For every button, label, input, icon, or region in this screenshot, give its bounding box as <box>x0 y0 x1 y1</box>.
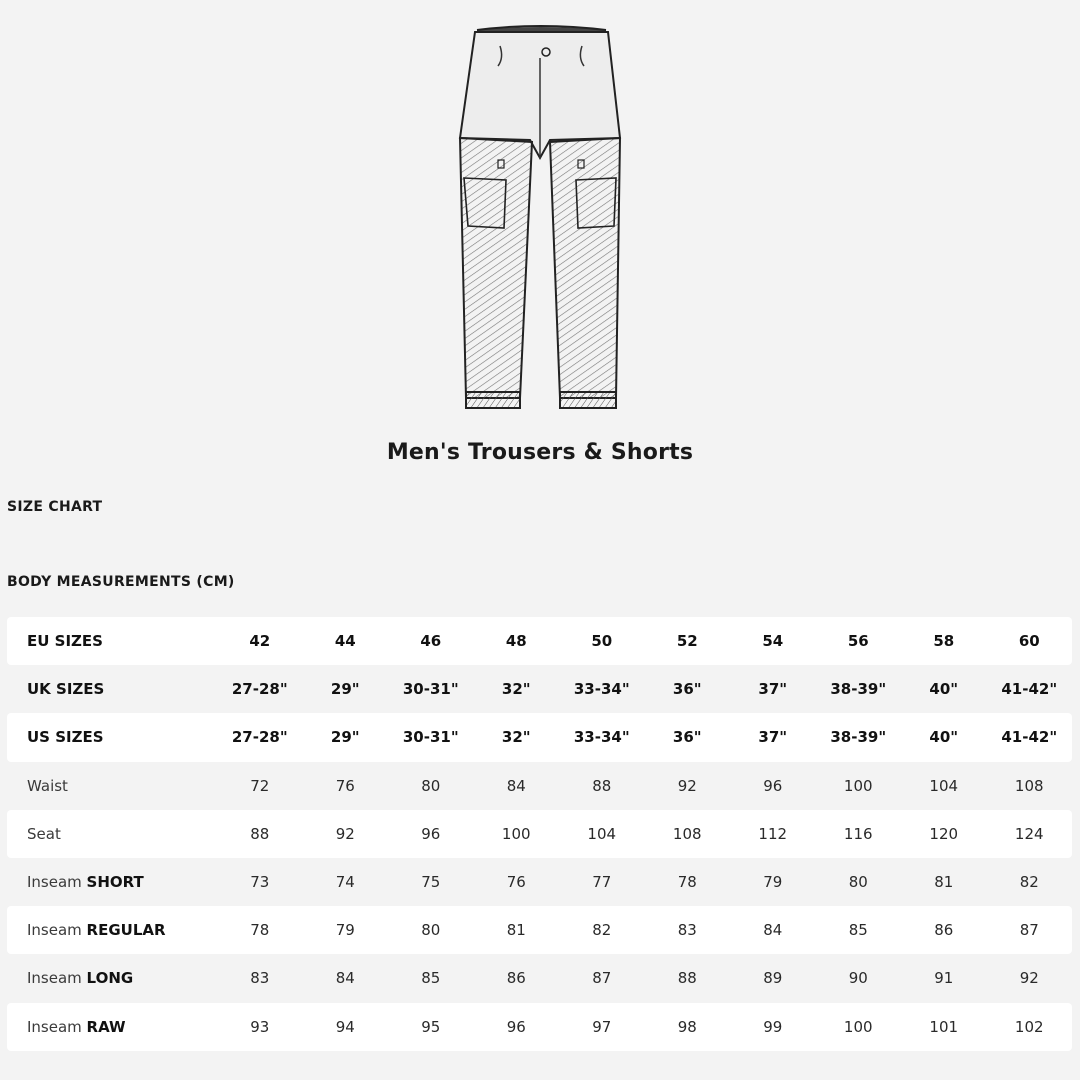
table-cell: 79 <box>303 906 389 954</box>
table-cell: 85 <box>816 906 902 954</box>
row-label-text: US SIZES <box>27 728 104 747</box>
table-cell: 58 <box>901 617 987 665</box>
table-cell: 81 <box>474 906 560 954</box>
table-cell: 104 <box>559 810 645 858</box>
table-cell: 92 <box>1019 969 1039 988</box>
row-label-suffix: REGULAR <box>86 921 166 940</box>
table-cell: 87 <box>592 969 612 988</box>
table-cell: 27-28" <box>217 713 303 761</box>
table-cell: 84 <box>730 906 816 954</box>
row-label-suffix: RAW <box>86 1017 126 1036</box>
table-cell: 76 <box>506 873 526 892</box>
table-cell: 74 <box>335 873 355 892</box>
table-cell: 95 <box>388 1003 474 1051</box>
table-cell: 80 <box>421 776 441 795</box>
table-cell: 98 <box>645 1003 731 1051</box>
table-cell: 116 <box>816 810 902 858</box>
table-cell: 33-34" <box>573 680 630 699</box>
table-cell: 37" <box>730 713 816 761</box>
row-label-text: Inseam <box>27 873 87 892</box>
table-cell: 29" <box>303 713 389 761</box>
table-cell: 78 <box>217 906 303 954</box>
size-table <box>7 617 1072 1051</box>
size-chart-heading: SIZE CHART <box>7 499 103 515</box>
table-cell: 30-31" <box>388 713 474 761</box>
table-cell: 44 <box>303 617 389 665</box>
table-cell: 54 <box>730 617 816 665</box>
row-label <box>7 810 217 858</box>
table-cell: 83 <box>645 906 731 954</box>
table-cell: 85 <box>421 969 441 988</box>
row-label-text: Inseam <box>27 921 87 940</box>
row-label <box>7 713 217 761</box>
row-label-text: Inseam <box>27 969 87 988</box>
table-cell: 91 <box>934 969 954 988</box>
table-cell: 96 <box>388 810 474 858</box>
trousers-illustration-icon <box>420 18 660 418</box>
table-cell: 60 <box>987 617 1073 665</box>
row-label-suffix: SHORT <box>86 873 144 892</box>
table-cell: 27-28" <box>231 680 288 699</box>
table-cell: 82 <box>1019 873 1039 892</box>
table-cell: 38-39" <box>830 680 887 699</box>
table-row <box>7 617 1072 665</box>
row-label-text: EU SIZES <box>27 632 103 651</box>
table-cell: 94 <box>303 1003 389 1051</box>
table-cell: 50 <box>559 617 645 665</box>
table-cell: 100 <box>474 810 560 858</box>
row-label-text: Inseam <box>27 1017 87 1036</box>
table-cell: 86 <box>901 906 987 954</box>
table-cell: 100 <box>843 776 873 795</box>
table-cell: 79 <box>763 873 783 892</box>
table-cell: 86 <box>506 969 526 988</box>
table-cell: 41-42" <box>987 713 1073 761</box>
table-cell: 81 <box>934 873 954 892</box>
table-cell: 89 <box>763 969 783 988</box>
table-row <box>7 858 1072 906</box>
table-row <box>7 665 1072 713</box>
table-cell: 99 <box>730 1003 816 1051</box>
table-row <box>7 906 1072 954</box>
row-label <box>7 665 217 713</box>
table-cell: 108 <box>1014 776 1044 795</box>
table-cell: 82 <box>559 906 645 954</box>
table-cell: 32" <box>474 713 560 761</box>
table-cell: 96 <box>474 1003 560 1051</box>
table-cell: 124 <box>987 810 1073 858</box>
table-cell: 42 <box>217 617 303 665</box>
body-measurements-heading: BODY MEASUREMENTS (CM) <box>7 574 235 590</box>
table-cell: 33-34" <box>559 713 645 761</box>
table-cell: 88 <box>217 810 303 858</box>
row-label-suffix: LONG <box>86 969 134 988</box>
table-cell: 73 <box>250 873 270 892</box>
table-cell: 80 <box>848 873 868 892</box>
table-row <box>7 810 1072 858</box>
table-cell: 76 <box>335 776 355 795</box>
table-cell: 93 <box>217 1003 303 1051</box>
row-label <box>7 954 217 1002</box>
table-cell: 52 <box>645 617 731 665</box>
row-label-text: UK SIZES <box>27 680 105 699</box>
table-cell: 96 <box>763 776 783 795</box>
row-label <box>7 858 217 906</box>
table-cell: 80 <box>388 906 474 954</box>
table-cell: 104 <box>929 776 959 795</box>
table-cell: 32" <box>501 680 531 699</box>
table-cell: 88 <box>592 776 612 795</box>
table-cell: 84 <box>506 776 526 795</box>
table-cell: 48 <box>474 617 560 665</box>
row-label <box>7 762 217 810</box>
table-cell: 78 <box>677 873 697 892</box>
table-cell: 108 <box>645 810 731 858</box>
table-cell: 97 <box>559 1003 645 1051</box>
row-label-text: Waist <box>27 776 68 795</box>
table-cell: 92 <box>677 776 697 795</box>
table-cell: 38-39" <box>816 713 902 761</box>
table-row <box>7 713 1072 761</box>
table-cell: 56 <box>816 617 902 665</box>
table-cell: 100 <box>816 1003 902 1051</box>
table-cell: 102 <box>987 1003 1073 1051</box>
table-cell: 83 <box>250 969 270 988</box>
table-cell: 77 <box>592 873 612 892</box>
row-label-text: Seat <box>27 824 61 843</box>
table-row <box>7 954 1072 1002</box>
table-cell: 41-42" <box>1001 680 1058 699</box>
table-cell: 101 <box>901 1003 987 1051</box>
page-title: Men's Trousers & Shorts <box>386 440 694 465</box>
table-cell: 120 <box>901 810 987 858</box>
table-cell: 92 <box>303 810 389 858</box>
table-cell: 46 <box>388 617 474 665</box>
table-cell: 30-31" <box>402 680 459 699</box>
table-row <box>7 762 1072 810</box>
table-cell: 36" <box>672 680 702 699</box>
table-cell: 75 <box>421 873 441 892</box>
table-cell: 36" <box>645 713 731 761</box>
table-cell: 40" <box>901 713 987 761</box>
table-cell: 29" <box>330 680 360 699</box>
row-label <box>7 1003 217 1051</box>
table-cell: 87 <box>987 906 1073 954</box>
table-cell: 112 <box>730 810 816 858</box>
table-cell: 40" <box>929 680 959 699</box>
table-cell: 84 <box>335 969 355 988</box>
table-row <box>7 1003 1072 1051</box>
table-cell: 72 <box>250 776 270 795</box>
row-label <box>7 617 217 665</box>
table-cell: 88 <box>677 969 697 988</box>
row-label <box>7 906 217 954</box>
table-cell: 37" <box>758 680 788 699</box>
table-cell: 90 <box>848 969 868 988</box>
